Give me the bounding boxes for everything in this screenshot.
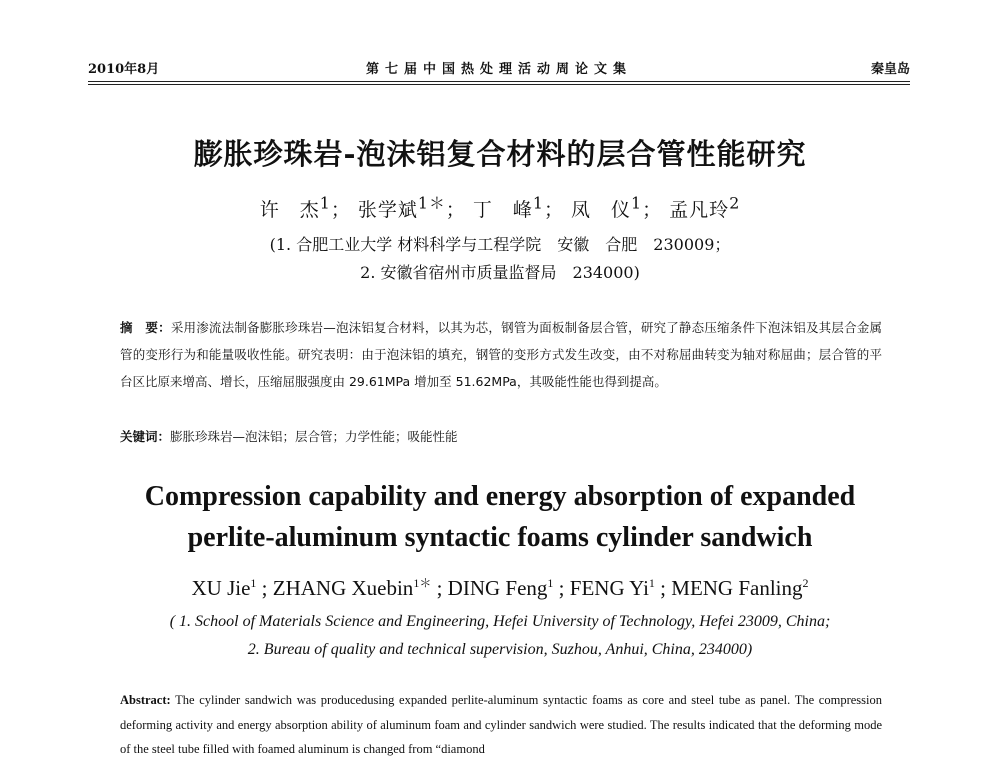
author-cn: 丁 峰$^1$；: [472, 193, 564, 221]
authors-chinese: [0, 195, 1000, 222]
affiliation-cn-1: (1. 合肥工业大学 材料科学与工程学院 安徽 合肥 230009；: [269, 235, 731, 254]
header-rule-thin: [88, 84, 910, 85]
title-english-line-2: perlite-aluminum syntactic foams cylinder sandwich: [187, 522, 813, 553]
author-cn: 许 杰$^1$；: [259, 193, 351, 221]
header-rule-thick: [88, 81, 910, 82]
author-cn: 孟凡玲$^2$: [669, 193, 741, 221]
affiliation-cn-2: 2. 安徽省宿州市质量监督局 234000): [360, 263, 640, 282]
abstract-cn-text: 采用渗流法制备膨胀珍珠岩—泡沫铝复合材料，以其为芯，钢管为面板制备层合管，研究了静态压缩条件下泡沫铝及其层合金属管的变形行为和能量吸收性能。研究表明：由于泡沫铝的填充，钢管的变形方式发生改变，由不对称屈曲转变为轴对称屈曲；层合管的平台区比原来增高、增长，压缩屈服强度由 29.61MPa 增加至 51.62MPa，其吸能性能也得到提高。: [120, 320, 882, 389]
affiliation-en-1: ( 1. School of Materials Science and Engineering, Hefei University of Technology, Hefei 23009, China;: [169, 613, 831, 630]
abstract-en-text: The cylinder sandwich was producedusing expanded perlite-aluminum syntactic foams as core and steel tube as panel. The compression deforming activity and energy absorption ability of aluminum foam and cylinder sandwich were studied. The results indicated that the deforming mode of the steel tube filled with foamed aluminum is changed from “diamond: [120, 693, 882, 756]
abstract-english: [120, 688, 882, 762]
author-en: XU Jie$^1$ ;: [191, 576, 273, 600]
author-en: FENG Yi$^1$ ;: [569, 576, 672, 600]
keywords-cn-label: 关键词：: [120, 429, 171, 444]
header-date: 2010年8月: [88, 62, 160, 77]
title-chinese: 膨胀珍珠岩-泡沫铝复合材料的层合管性能研究: [193, 137, 807, 171]
abstract-chinese: [120, 314, 882, 395]
author-en: ZHANG Xuebin$^{1*}$ ;: [272, 576, 448, 600]
keywords-chinese: [120, 428, 882, 446]
authors-english: [0, 576, 1000, 601]
title-english-line-1: Compression capability and energy absorption of expanded: [144, 481, 856, 512]
author-cn: 张学斌$^{1*}$；: [357, 193, 466, 221]
header-journal: 第七届中国热处理活动周论文集: [365, 62, 632, 77]
affiliation-en-2: 2. Bureau of quality and technical supervision, Suzhou, Anhui, China, 234000): [247, 641, 753, 658]
abstract-cn-label: 摘 要：: [120, 320, 171, 335]
header-place: 秦皇岛: [870, 62, 910, 77]
author-en: MENG Fanling$^2$: [671, 576, 809, 600]
keywords-cn-text: 膨胀珍珠岩—泡沫铝；层合管；力学性能；吸能性能: [170, 429, 458, 444]
abstract-en-label: Abstract:: [120, 693, 171, 707]
running-header: [88, 58, 910, 78]
author-cn: 凤 仪$^1$；: [571, 193, 663, 221]
author-en: DING Feng$^1$ ;: [447, 576, 570, 600]
